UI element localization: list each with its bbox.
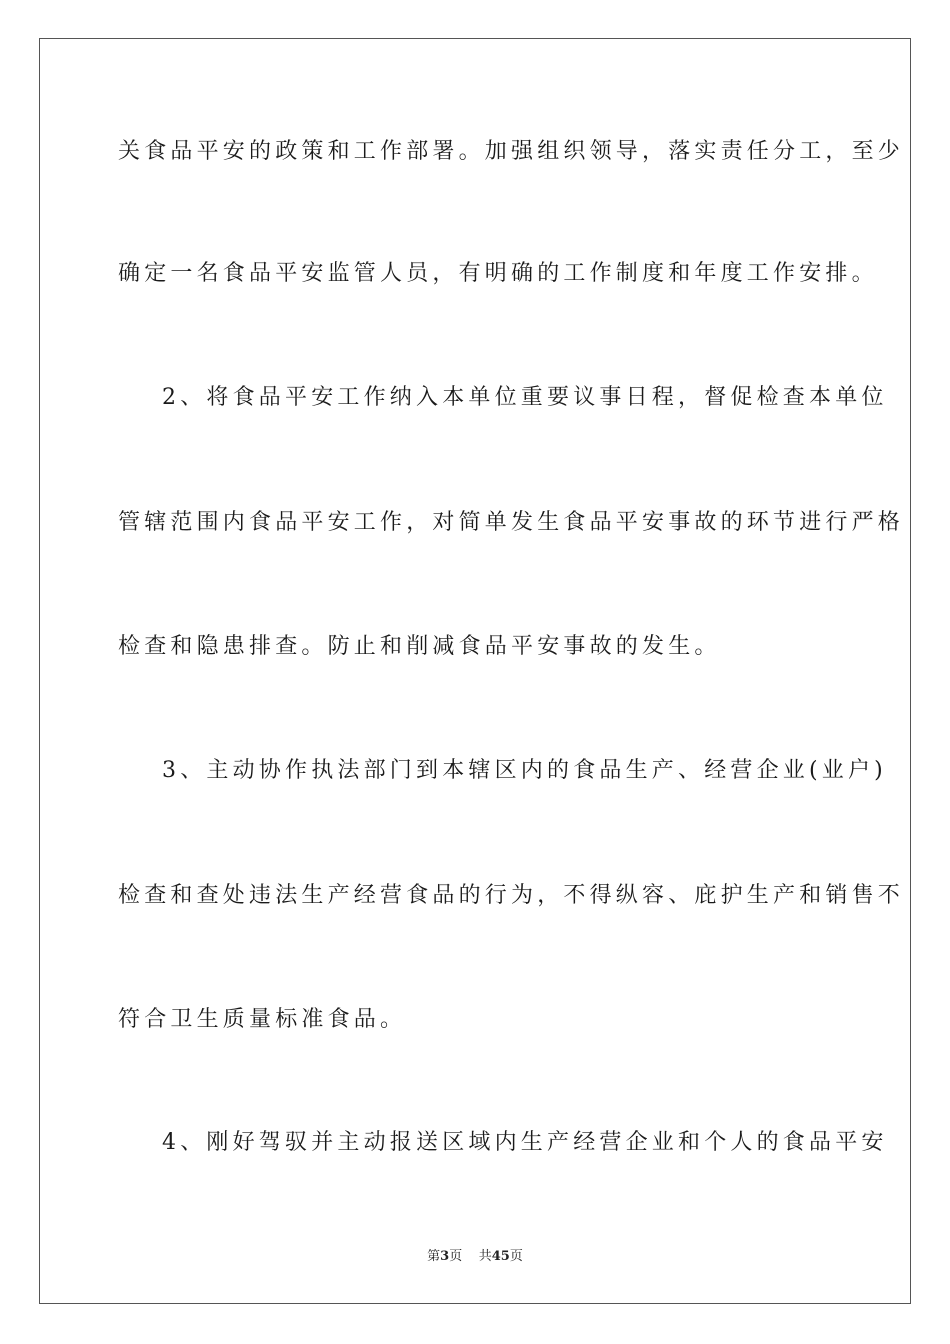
total-suffix: 页 — [509, 1249, 523, 1264]
paragraph-line: 3、主动协作执法部门到本辖区内的食品生产、经营企业(业户) — [162, 758, 887, 783]
paragraph-line: 管辖范围内食品平安工作，对简单发生食品平安事故的环节进行严格 — [118, 510, 905, 535]
paragraph-line: 4、刚好驾驭并主动报送区域内生产经营企业和个人的食品平安 — [162, 1130, 888, 1155]
paragraph-line: 2、将食品平安工作纳入本单位重要议事日程，督促检查本单位 — [162, 385, 888, 410]
paragraph-line: 关食品平安的政策和工作部署。加强组织领导，落实责任分工，至少 — [118, 139, 905, 164]
page-border — [39, 38, 911, 1304]
page-suffix: 页 — [449, 1249, 463, 1264]
paragraph-line: 确定一名食品平安监管人员，有明确的工作制度和年度工作安排。 — [118, 261, 878, 286]
page-footer — [0, 1248, 950, 1266]
total-pages: 45 — [491, 1249, 510, 1264]
paragraph-line: 检查和隐患排查。防止和削减食品平安事故的发生。 — [118, 634, 721, 659]
total-prefix: 共 — [478, 1249, 492, 1264]
page-prefix: 第 — [427, 1249, 441, 1264]
paragraph-line: 符合卫生质量标准食品。 — [118, 1007, 407, 1032]
paragraph-line: 检查和查处违法生产经营食品的行为，不得纵容、庇护生产和销售不 — [118, 883, 905, 908]
page-number: 3 — [440, 1249, 450, 1264]
